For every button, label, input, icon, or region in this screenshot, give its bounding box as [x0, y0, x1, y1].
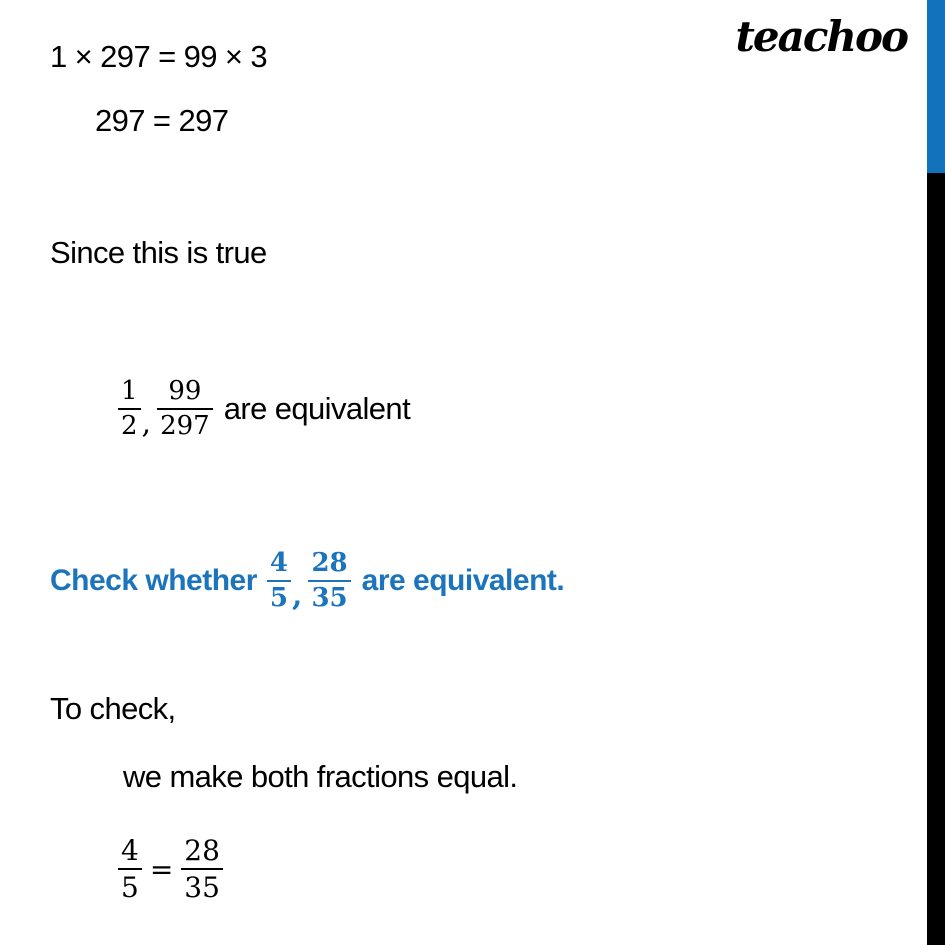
- accent-bar-black: [927, 173, 945, 945]
- equivalence-statement: [118, 378, 410, 441]
- question-suffix: are equivalent.: [361, 564, 565, 598]
- fraction-numerator: 4: [118, 836, 142, 870]
- fraction-28-35: [181, 836, 223, 903]
- equals-sign: =: [149, 852, 174, 886]
- teachoo-logo: teachoo: [735, 12, 907, 61]
- question-prefix: Check whether: [50, 564, 257, 598]
- fraction-denominator: 297: [160, 411, 210, 442]
- comma-separator: ,: [292, 577, 303, 613]
- fraction-denominator: 35: [311, 583, 348, 614]
- fraction-numerator: 99: [157, 378, 213, 410]
- fraction-numerator: 1: [118, 378, 141, 410]
- fraction-28-35: [308, 550, 350, 613]
- since-true-text: Since this is true: [50, 235, 267, 270]
- question-heading: [50, 550, 564, 613]
- fraction-denominator: 5: [269, 583, 288, 614]
- fraction-equation: [118, 836, 223, 903]
- equation-cross-multiply: 1 × 297 = 99 × 3: [50, 39, 268, 74]
- fraction-denominator: 5: [121, 871, 139, 905]
- fraction-one-half: [118, 378, 141, 441]
- fraction-numerator: 28: [308, 550, 350, 582]
- fraction-numerator: 4: [267, 550, 291, 582]
- comma-separator: ,: [141, 405, 152, 441]
- fraction-99-297: [157, 378, 213, 441]
- fraction-denominator: 2: [121, 411, 138, 442]
- fraction-denominator: 35: [184, 871, 220, 905]
- are-equivalent-text: are equivalent: [223, 391, 411, 427]
- to-check-text: To check,: [50, 691, 176, 726]
- method-text: we make both fractions equal.: [123, 759, 518, 794]
- equation-result: 297 = 297: [95, 103, 229, 138]
- fraction-four-fifths: [118, 836, 142, 903]
- accent-bar-blue: [927, 0, 945, 173]
- fraction-four-fifths: [267, 550, 291, 613]
- fraction-numerator: 28: [181, 836, 223, 870]
